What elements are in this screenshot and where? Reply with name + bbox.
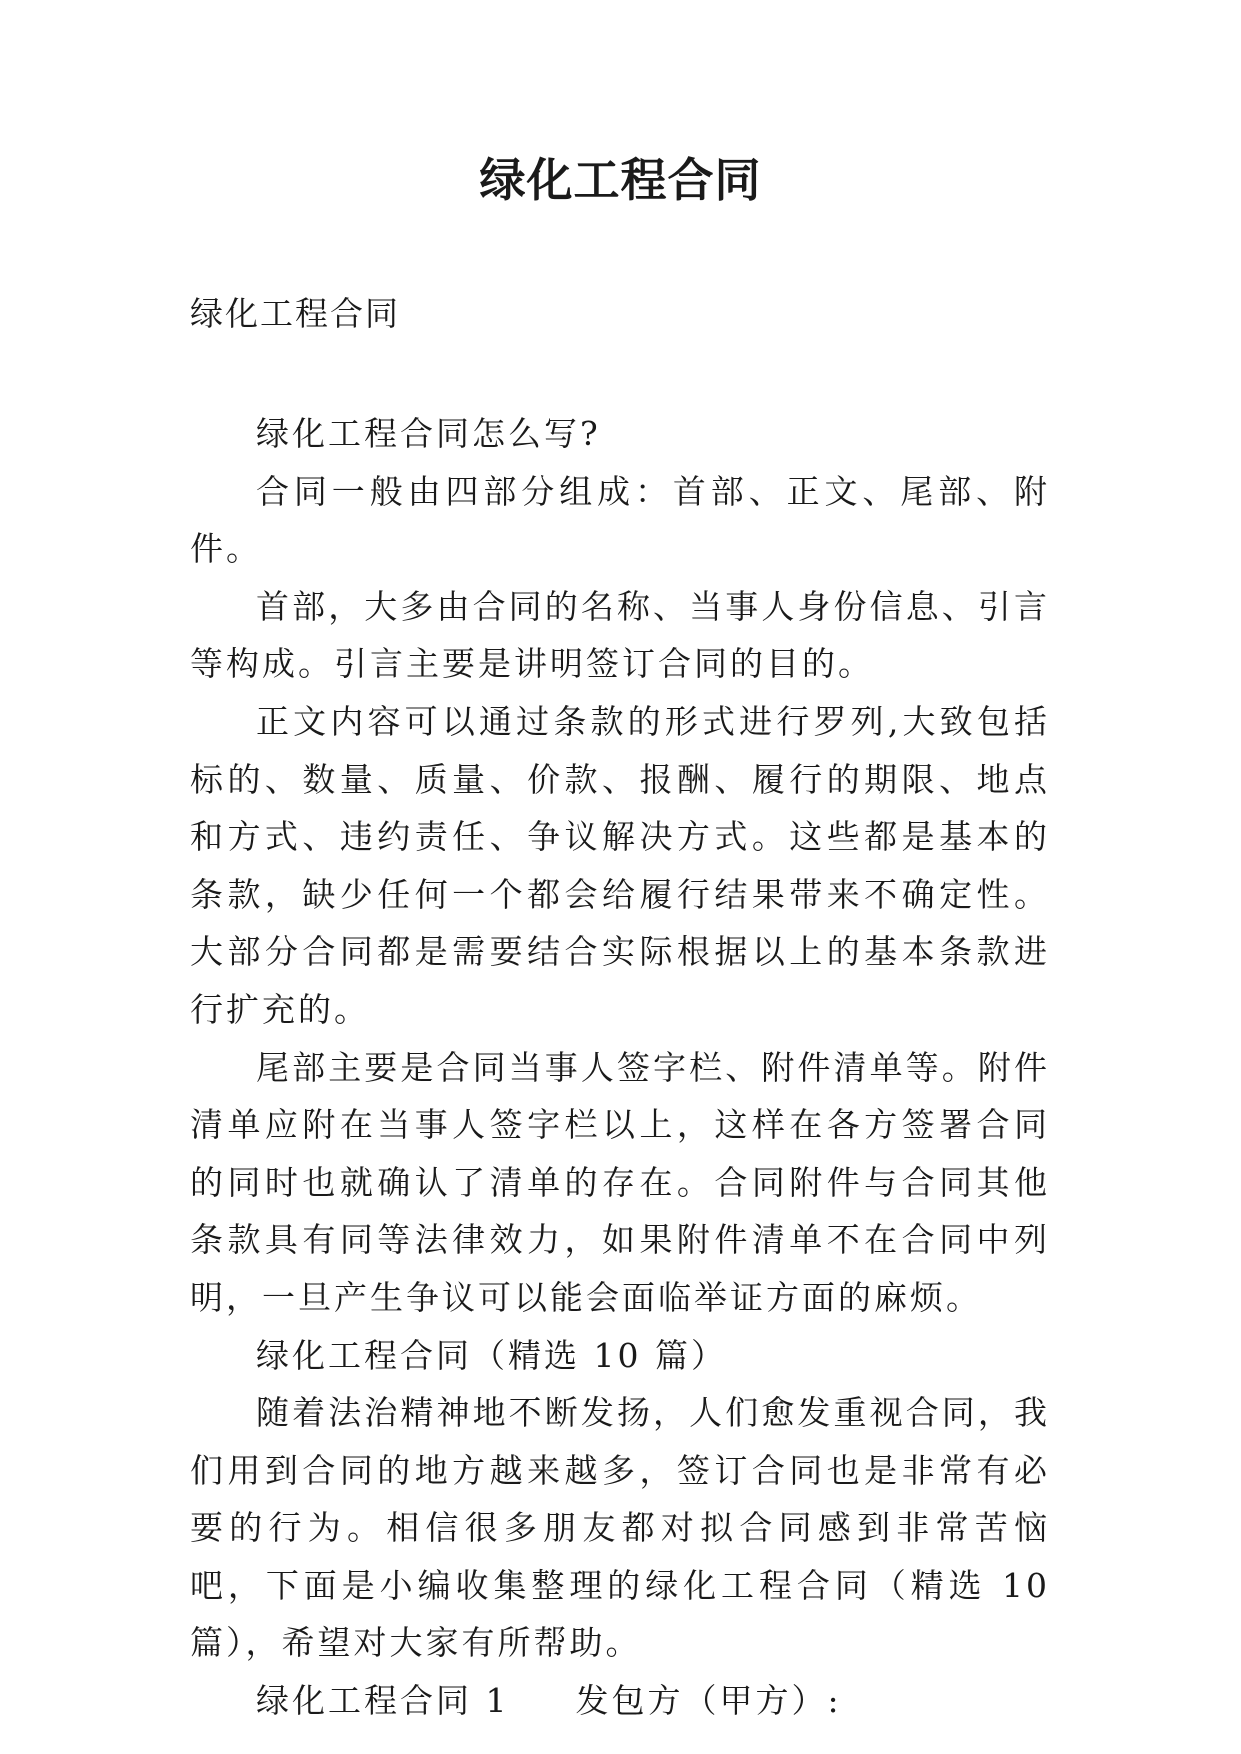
paragraph: 随着法治精神地不断发扬，人们愈发重视合同，我们用到合同的地方越来越多，签订合同也是非常有必要的行为。相信很多朋友都对拟合同感到非常苦恼吧，下面是小编收集整理的绿化工程合同（精选 10 篇），希望对大家有所帮助。 xyxy=(190,1393,1050,1663)
paragraph: 绿化工程合同（精选 10 篇） xyxy=(256,1335,727,1375)
paragraph: 尾部主要是合同当事人签字栏、附件清单等。附件清单应附在当事人签字栏以上，这样在各方签署合同的同时也就确认了清单的存在。合同附件与合同其他条款具有同等法律效力，如果附件清单不在合同中列明，一旦产生争议可以能会面临举证方面的麻烦。 xyxy=(190,1047,1050,1317)
paragraph: 合同一般由四部分组成：首部、正文、尾部、附件。 xyxy=(190,471,1050,569)
document-subtitle: 绿化工程合同 xyxy=(190,294,400,333)
party-a-label: 发包方（甲方）: xyxy=(575,1681,842,1721)
paragraph: 正文内容可以通过条款的形式进行罗列,大致包括标的、数量、质量、价款、报酬、履行的期限、地点和方式、违约责任、争议解决方式。这些都是基本的条款，缺少任何一个都会给履行结果带来不确定性。大部分合同都是需要结合实际根据以上的基本条款进行扩充的。 xyxy=(190,701,1050,1029)
paragraph: 首部，大多由合同的名称、当事人身份信息、引言等构成。引言主要是讲明签订合同的目的。 xyxy=(190,586,1050,684)
document-body xyxy=(190,405,1050,1730)
contract-1-heading: 绿化工程合同 1 xyxy=(256,1681,510,1721)
paragraph: 绿化工程合同怎么写? xyxy=(256,414,601,453)
contract-1-line xyxy=(190,1672,1050,1730)
document-title: 绿化工程合同 xyxy=(479,153,762,207)
